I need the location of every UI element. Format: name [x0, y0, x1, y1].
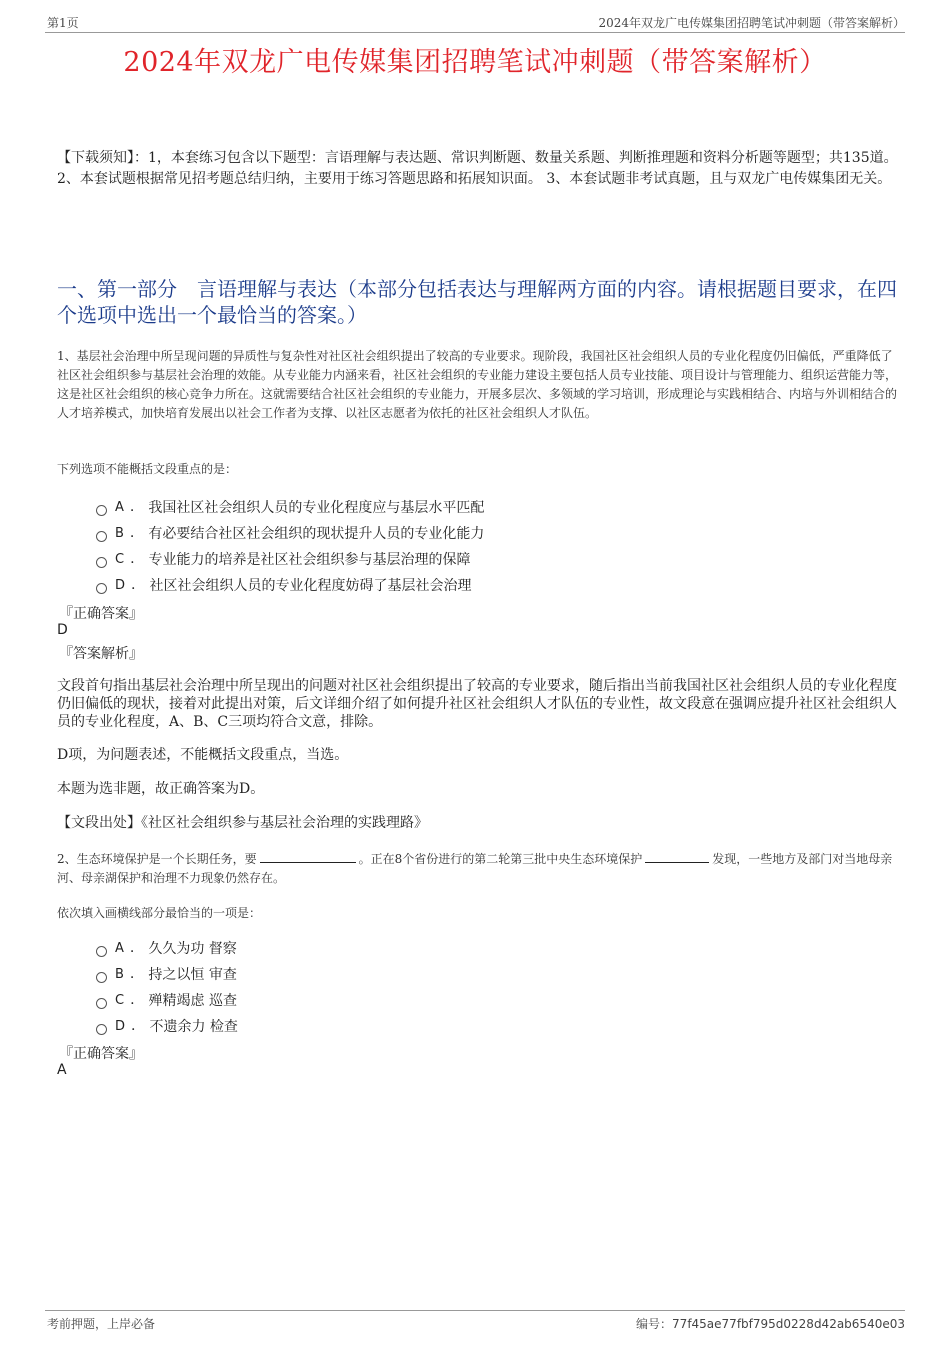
q2-passage: 2、生态环境保护是一个长期任务，要 。正在8个省份进行的第二轮第三批中央生态环境保护 发现，一些地方及部门对当地母亲河、母亲湖保护和治理不力现象仍然存在。 [57, 852, 893, 885]
option-text: 有必要结合社区社会组织的现状提升人员的专业化能力 [148, 526, 485, 542]
header-divider [45, 32, 905, 33]
radio-icon[interactable] [96, 1024, 107, 1035]
q1-prompt: 下列选项不能概括文段重点的是： [57, 462, 238, 476]
document-title: 2024年双龙广电传媒集团招聘笔试冲刺题（带答案解析） [123, 47, 827, 78]
radio-icon[interactable] [96, 531, 107, 542]
section-heading: 一、第一部分 言语理解与表达（本部分包括表达与理解两方面的内容。请根据题目要求，在四个选项中选出一个最恰当的答案。） [57, 277, 897, 327]
q2-option-a[interactable]: A . 久久为功 督察 [96, 938, 237, 958]
option-text: 我国社区社会组织人员的专业化程度应与基层水平匹配 [148, 500, 485, 516]
radio-icon[interactable] [96, 998, 107, 1009]
radio-icon[interactable] [96, 505, 107, 516]
option-text: 不遗余力 检查 [149, 1019, 238, 1035]
radio-icon[interactable] [96, 557, 107, 568]
option-text: 持之以恒 审查 [148, 967, 237, 983]
page-number: 第1页 [47, 16, 79, 30]
footer-divider [45, 1310, 905, 1311]
option-text: 专业能力的培养是社区社会组织参与基层治理的保障 [148, 552, 471, 568]
q2-option-d[interactable]: D . 不遗余力 检查 [96, 1016, 238, 1036]
radio-icon[interactable] [96, 972, 107, 983]
download-notice: 【下载须知】：1，本套练习包含以下题型：言语理解与表达题、常识判断题、数量关系题、判断推理题和资料分析题等题型；共135道。 2、本套试题根据常见招考题总结归纳，主要用于练习答题思路和拓展知识面。 3、本套试题非考试真题，且与双龙广电传媒集团无关。 [57, 150, 898, 187]
q2-prompt: 依次填入画横线部分最恰当的一项是： [57, 906, 262, 920]
running-title: 2024年双龙广电传媒集团招聘笔试冲刺题（带答案解析） [598, 16, 905, 30]
q1-analysis-d: D项，为问题表述，不能概括文段重点，当选。 [57, 747, 349, 763]
q2-answer-label: 『正确答案』 [59, 1046, 143, 1062]
fill-blank-1[interactable] [260, 850, 356, 863]
q1-source: 【文段出处】《社区社会组织参与基层社会治理的实践理路》 [57, 815, 428, 831]
option-text: 久久为功 督察 [148, 941, 237, 957]
footer-slogan: 考前押题，上岸必备 [47, 1317, 156, 1331]
option-text: 社区社会组织人员的专业化程度妨碍了基层社会治理 [149, 578, 472, 594]
q1-analysis-paragraph: 文段首句指出基层社会治理中所呈现出的问题对社区社会组织提出了较高的专业要求，随后指出当前我国社区社会组织人员的专业化程度仍旧偏低的现状，接着对此提出对策，后文详细介绍了如何提升社区社会组织人才队伍的专业性，故文段意在强调应提升社区社会组织人员的专业化程度，A、B、C三项均符合文意，排除。 [57, 678, 897, 730]
q2-option-b[interactable]: B . 持之以恒 审查 [96, 964, 237, 984]
q1-option-d[interactable]: D . 社区社会组织人员的专业化程度妨碍了基层社会治理 [96, 575, 471, 595]
q2-answer: A [57, 1062, 67, 1078]
document-id: 77f45ae77fbf795d0228d42ab6540e03 [672, 1317, 905, 1331]
footer-code: 编号：77f45ae77fbf795d0228d42ab6540e03 [636, 1317, 905, 1331]
q1-answer: D [57, 622, 68, 638]
q1-answer-label: 『正确答案』 [59, 606, 143, 622]
fill-blank-2[interactable] [645, 850, 709, 863]
q1-option-c[interactable]: C . 专业能力的培养是社区社会组织参与基层治理的保障 [96, 549, 471, 569]
q1-option-a[interactable]: A . 我国社区社会组织人员的专业化程度应与基层水平匹配 [96, 497, 484, 517]
q1-analysis-conclusion: 本题为选非题，故正确答案为D。 [57, 781, 265, 797]
q1-passage: 1、基层社会治理中所呈现问题的异质性与复杂性对社区社会组织提出了较高的专业要求。现阶段，我国社区社会组织人员的专业化程度仍旧偏低，严重降低了社区社会组织参与基层社会治理的效能。从专业能力内涵来看，社区社会组织的专业能力建设主要包括人员专业技能、项目设计与管理能力、组织运营能力等，这是社区社会组织的核心竞争力所在。这就需要结合社区社会组织的专业能力，开展多层次、多领域的学习培训，形成理论与实践相结合、内培与外训相结合的人才培养模式，加快培育发展出以社会工作者为支撑、以社区志愿者为依托的社区社会组织人才队伍。 [57, 349, 898, 420]
radio-icon[interactable] [96, 583, 107, 594]
q1-option-b[interactable]: B . 有必要结合社区社会组织的现状提升人员的专业化能力 [96, 523, 484, 543]
q2-option-c[interactable]: C . 殚精竭虑 巡查 [96, 990, 237, 1010]
radio-icon[interactable] [96, 946, 107, 957]
option-text: 殚精竭虑 巡查 [148, 993, 237, 1009]
q1-analysis-label: 『答案解析』 [59, 646, 143, 662]
